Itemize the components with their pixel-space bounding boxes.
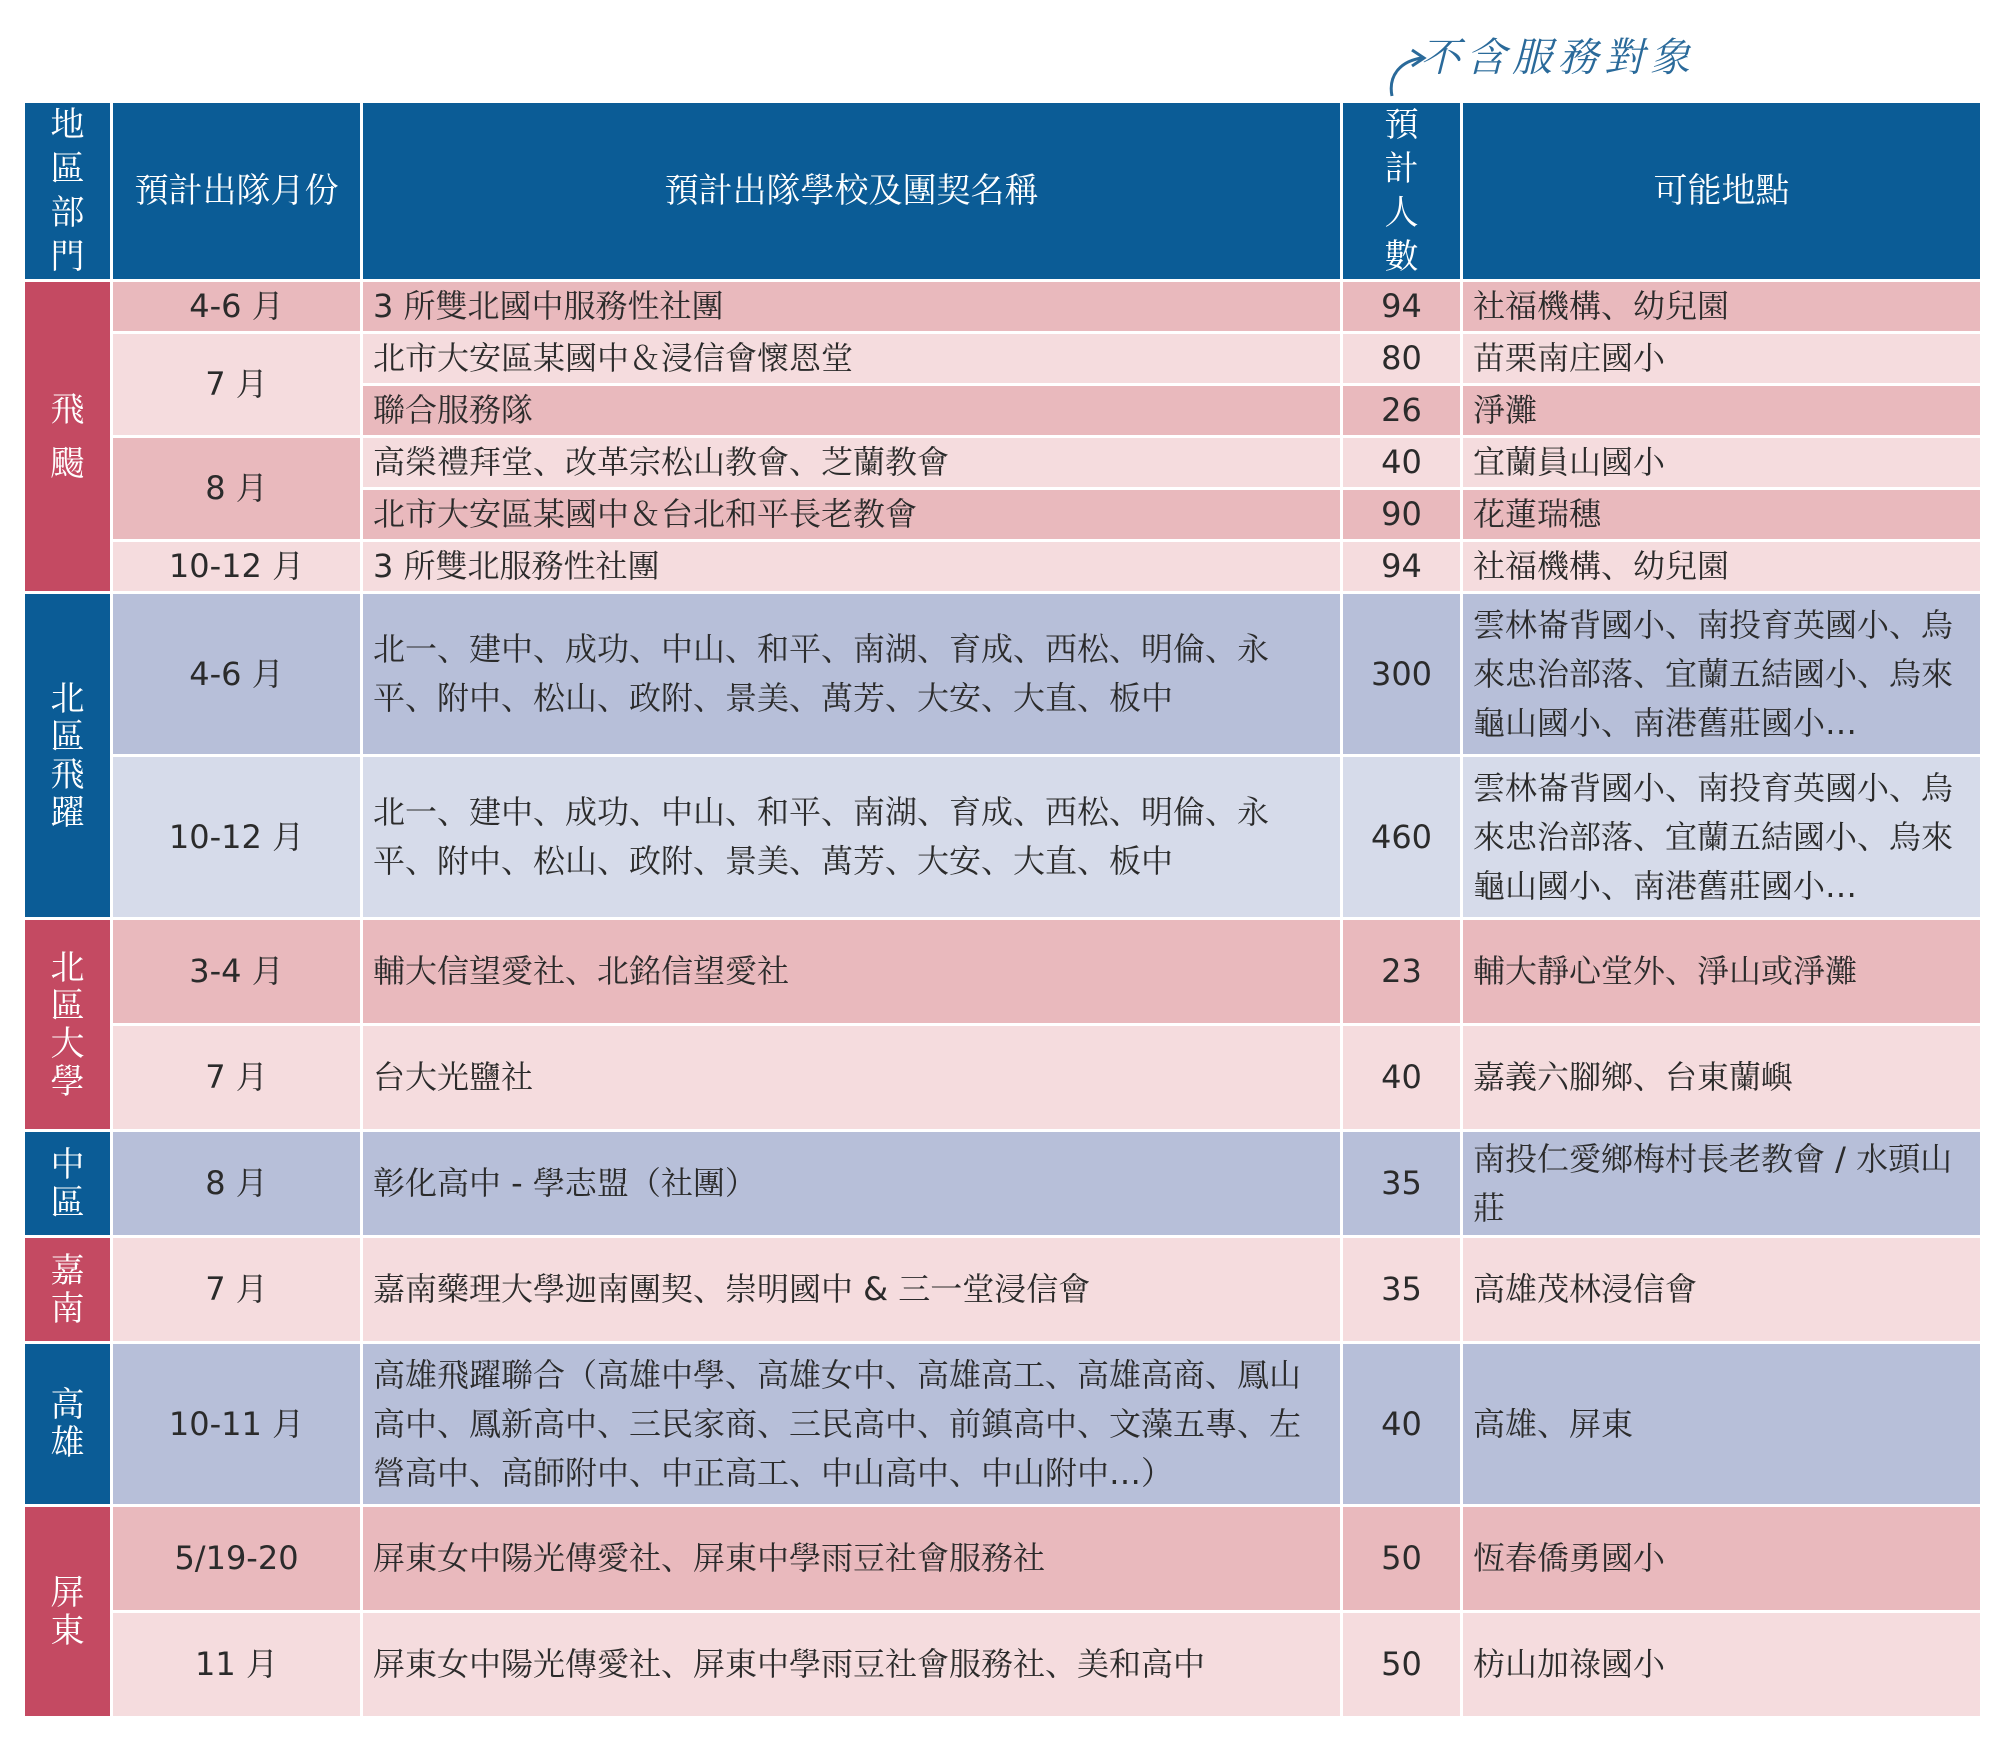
location-cell: 恆春僑勇國小 [1462,1506,1982,1612]
school-cell: 嘉南藥理大學迦南團契、崇明國中 & 三一堂浸信會 [362,1237,1342,1343]
location-cell: 枋山加祿國小 [1462,1612,1982,1718]
table-row [24,1025,1982,1131]
header-location: 可能地點 [1462,102,1982,281]
handwritten-note [1380,16,1700,106]
count-cell: 460 [1342,756,1462,919]
table-row [24,437,1982,489]
table-row [24,1237,1982,1343]
month-cell: 10-11 月 [112,1343,362,1506]
count-cell: 80 [1342,333,1462,385]
region-cell: 飛颺 [24,281,112,593]
table-row [24,919,1982,1025]
table-row [24,1343,1982,1506]
location-cell: 雲林崙背國小、南投育英國小、烏來忠治部落、宜蘭五結國小、烏來龜山國小、南港舊莊國小… [1462,756,1982,919]
location-cell: 淨灘 [1462,385,1982,437]
count-cell: 35 [1342,1237,1462,1343]
header-count: 預計人數 [1342,102,1462,281]
school-cell: 屏東女中陽光傳愛社、屏東中學雨豆社會服務社、美和高中 [362,1612,1342,1718]
school-cell: 聯合服務隊 [362,385,1342,437]
count-cell: 94 [1342,541,1462,593]
month-cell: 11 月 [112,1612,362,1718]
school-cell: 輔大信望愛社、北銘信望愛社 [362,919,1342,1025]
month-cell: 4-6 月 [112,593,362,756]
region-cell: 北區大學 [24,919,112,1131]
region-cell: 中區 [24,1131,112,1237]
month-cell: 10-12 月 [112,541,362,593]
school-cell: 3 所雙北國中服務性社團 [362,281,1342,333]
school-cell: 台大光鹽社 [362,1025,1342,1131]
location-cell: 苗栗南庄國小 [1462,333,1982,385]
table-row [24,1612,1982,1718]
school-cell: 高雄飛躍聯合（高雄中學、高雄女中、高雄高工、高雄高商、鳳山高中、鳳新高中、三民家商、三民高中、前鎮高中、文藻五專、左營高中、高師附中、中正高工、中山高中、中山附中…） [362,1343,1342,1506]
school-cell: 彰化高中 - 學志盟（社團） [362,1131,1342,1237]
location-cell: 社福機構、幼兒園 [1462,281,1982,333]
month-cell: 8 月 [112,1131,362,1237]
region-cell: 屏東 [24,1506,112,1718]
location-cell: 嘉義六腳鄉、台東蘭嶼 [1462,1025,1982,1131]
school-cell: 北市大安區某國中＆台北和平長老教會 [362,489,1342,541]
note-text: 不含服務對象 [1420,35,1696,81]
school-cell: 高榮禮拜堂、改革宗松山教會、芝蘭教會 [362,437,1342,489]
school-cell: 北一、建中、成功、中山、和平、南湖、育成、西松、明倫、永平、附中、松山、政附、景美、萬芳、大安、大直、板中 [362,593,1342,756]
table-row [24,333,1982,385]
region-cell: 北區飛躍 [24,593,112,919]
location-cell: 高雄茂林浸信會 [1462,1237,1982,1343]
month-cell: 7 月 [112,1237,362,1343]
count-cell: 40 [1342,1025,1462,1131]
region-cell: 嘉南 [24,1237,112,1343]
service-team-table [22,100,1983,1719]
month-cell: 7 月 [112,1025,362,1131]
count-cell: 50 [1342,1506,1462,1612]
table-row [24,541,1982,593]
header-school: 預計出隊學校及團契名稱 [362,102,1342,281]
table-row [24,1506,1982,1612]
location-cell: 雲林崙背國小、南投育英國小、烏來忠治部落、宜蘭五結國小、烏來龜山國小、南港舊莊國小… [1462,593,1982,756]
table-row [24,756,1982,919]
month-cell: 8 月 [112,437,362,541]
month-cell: 5/19-20 [112,1506,362,1612]
count-cell: 35 [1342,1131,1462,1237]
location-cell: 高雄、屏東 [1462,1343,1982,1506]
table-row [24,1131,1982,1237]
count-cell: 23 [1342,919,1462,1025]
table-row [24,593,1982,756]
count-cell: 40 [1342,1343,1462,1506]
count-cell: 26 [1342,385,1462,437]
month-cell: 10-12 月 [112,756,362,919]
count-cell: 40 [1342,437,1462,489]
count-cell: 50 [1342,1612,1462,1718]
school-cell: 3 所雙北服務性社團 [362,541,1342,593]
school-cell: 北市大安區某國中＆浸信會懷恩堂 [362,333,1342,385]
table-row [24,281,1982,333]
location-cell: 南投仁愛鄉梅村長老教會 / 水頭山莊 [1462,1131,1982,1237]
school-cell: 屏東女中陽光傳愛社、屏東中學雨豆社會服務社 [362,1506,1342,1612]
count-cell: 90 [1342,489,1462,541]
count-cell: 300 [1342,593,1462,756]
location-cell: 花蓮瑞穗 [1462,489,1982,541]
count-cell: 94 [1342,281,1462,333]
header-row [24,102,1982,281]
location-cell: 輔大靜心堂外、淨山或淨灘 [1462,919,1982,1025]
header-month: 預計出隊月份 [112,102,362,281]
region-cell: 高雄 [24,1343,112,1506]
header-region: 地區部門 [24,102,112,281]
month-cell: 4-6 月 [112,281,362,333]
location-cell: 宜蘭員山國小 [1462,437,1982,489]
school-cell: 北一、建中、成功、中山、和平、南湖、育成、西松、明倫、永平、附中、松山、政附、景美、萬芳、大安、大直、板中 [362,756,1342,919]
month-cell: 3-4 月 [112,919,362,1025]
location-cell: 社福機構、幼兒園 [1462,541,1982,593]
month-cell: 7 月 [112,333,362,437]
